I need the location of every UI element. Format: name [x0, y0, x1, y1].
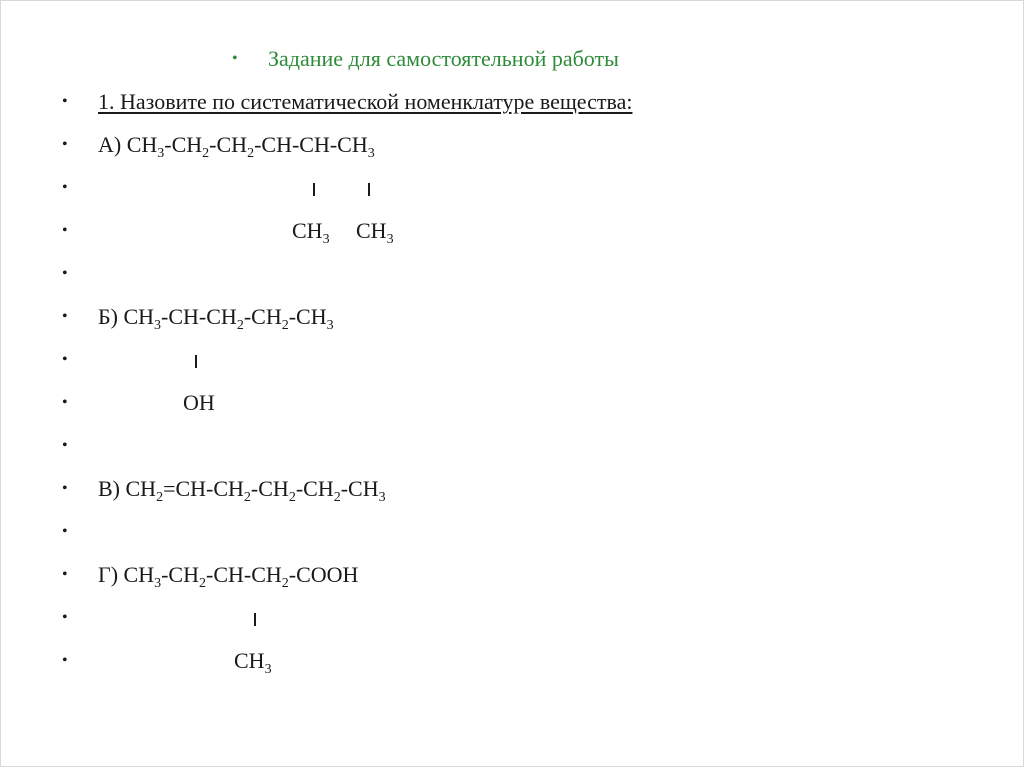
bullet: • [62, 265, 68, 282]
bullet: • [232, 50, 238, 67]
formula-d-bond [0, 601, 1024, 635]
bullet: • [62, 179, 68, 196]
bullet: • [62, 480, 68, 497]
formula-d-chain [0, 558, 1024, 592]
formula-c-chain [0, 472, 1024, 506]
bullet: • [62, 652, 68, 669]
formula-b-substituent [0, 386, 1024, 420]
formula-a-substituents [0, 214, 1024, 248]
bullet: • [62, 351, 68, 368]
substituent-a2: $CH_3$ [356, 218, 394, 247]
substituent-d: $CH_3$ [234, 648, 272, 677]
bullet: • [62, 308, 68, 325]
slide-title-line [0, 42, 1024, 76]
bullet: • [62, 394, 68, 411]
bullet: • [62, 523, 68, 540]
formula-a-chain [0, 128, 1024, 162]
bullet: • [62, 609, 68, 626]
formula-d-substituent [0, 644, 1024, 678]
formula-b-bond [0, 343, 1024, 377]
bullet: • [62, 437, 68, 454]
formula-d-text: Г) $CH_3-CH_2-CH-CH_2$-COOH [98, 562, 359, 591]
empty-line [0, 515, 1024, 549]
bullet: • [62, 136, 68, 153]
empty-line [0, 429, 1024, 463]
bond-line [254, 613, 256, 626]
formula-a-bonds [0, 171, 1024, 205]
empty-line [0, 257, 1024, 291]
substituent-oh: OH [183, 390, 215, 415]
bond-line [195, 355, 197, 368]
bond-line [368, 183, 370, 196]
task-text: 1. Назовите по систематической номенклатуре вещества: [98, 89, 633, 114]
bullet: • [62, 222, 68, 239]
formula-c-text: В) $CH_2=CH-CH_2-CH_2-CH_2-CH_3$ [98, 476, 386, 505]
task-line [0, 85, 1024, 119]
slide-title: Задание для самостоятельной работы [268, 46, 619, 71]
substituent-a1: $CH_3$ [292, 218, 330, 247]
bullet: • [62, 93, 68, 110]
formula-b-chain [0, 300, 1024, 334]
formula-a-text: А) $CH_3-CH_2-CH_2-CH-CH-CH_3$ [98, 132, 375, 161]
bond-line [313, 183, 315, 196]
formula-b-text: Б) $CH_3-CH-CH_2-CH_2-CH_3$ [98, 304, 334, 333]
bullet: • [62, 566, 68, 583]
